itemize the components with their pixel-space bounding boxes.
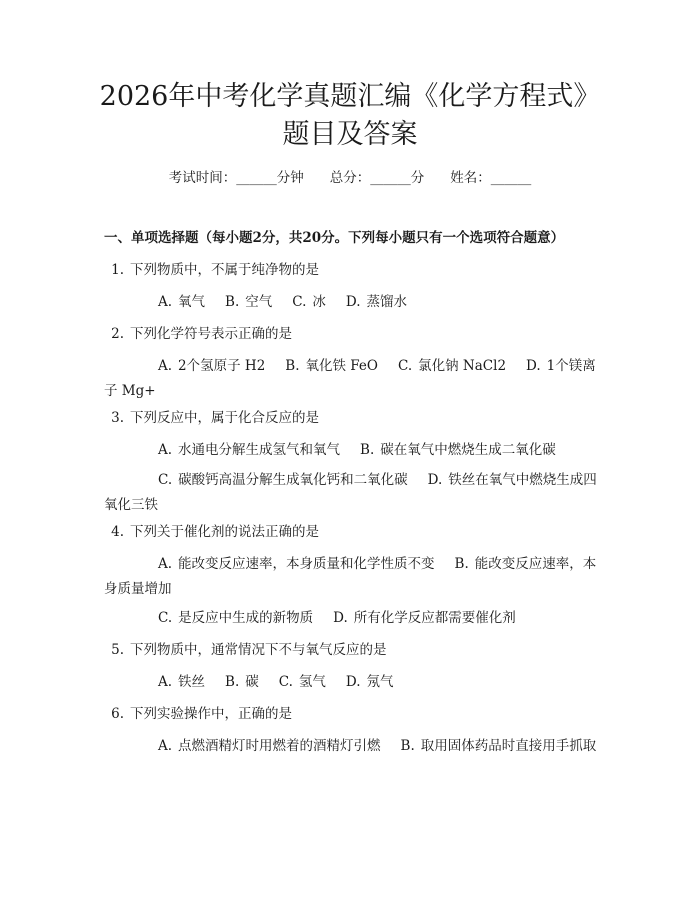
option: B. 氧化铁 FeO [285,358,378,374]
option: B. 空气 [225,294,273,310]
option: B. 取用固体药品时直接用手抓取 [400,738,597,754]
document-title: 2026年中考化学真题汇编《化学方程式》题目及答案 [99,81,601,150]
question-number: 5. [111,642,124,658]
question-text: 下列关于催化剂的说法正确的是 [130,524,319,540]
option-list [104,438,600,463]
question-text: 下列物质中，不属于纯净物的是 [130,262,319,278]
name-blank: ______ [490,170,532,186]
question-text: 下列物质中，通常情况下不与氧气反应的是 [130,642,387,658]
option: D. 蒸馏水 [345,294,408,310]
option: B. 碳在氧气中燃烧生成二氧化碳 [360,442,556,458]
option: D. 1个镁离子 Mg+ [104,358,596,399]
option: D. 氖气 [345,674,394,690]
question-number: 4. [111,524,124,540]
option: A. 点燃酒精灯时用燃着的酒精灯引燃 [158,738,381,754]
question-text: 下列反应中，属于化合反应的是 [130,410,319,426]
score-unit: 分 [410,170,425,186]
question-number: 6. [111,706,124,722]
score-label: 总分： [329,170,371,186]
option-list [104,552,600,602]
question-number: 3. [111,410,124,426]
question-text: 下列化学符号表示正确的是 [130,326,292,342]
option: B. 能改变反应速率，本身质量增加 [104,556,597,597]
option: C. 碳酸钙高温分解生成氧化钙和二氧化碳 [158,472,408,488]
option: A. 2个氢原子 H2 [158,358,266,374]
option: D. 所有化学反应都需要催化剂 [333,610,516,626]
name-label: 姓名： [450,170,491,186]
time-unit: 分钟 [276,170,304,186]
option: C. 是反应中生成的新物质 [158,610,314,626]
option-list [104,606,600,631]
option: C. 氢气 [278,674,326,690]
exam-info [0,168,700,188]
option-list [104,290,600,315]
option: A. 铁丝 [158,674,206,690]
question-text: 下列实验操作中，正确的是 [130,706,292,722]
option: D. 铁丝在氧气中燃烧生成四氧化三铁 [104,472,597,513]
option: C. 氯化钠 NaCl2 [398,358,507,374]
score-blank: ______ [370,170,411,186]
option: A. 能改变反应速率，本身质量和化学性质不变 [158,556,435,572]
time-label: 考试时间： [168,170,237,186]
option-list [104,670,600,695]
question-number: 2. [111,326,124,342]
option: A. 氧气 [158,294,206,310]
option: C. 冰 [292,294,326,310]
option-list [104,734,600,759]
option: A. 水通电分解生成氢气和氧气 [158,442,341,458]
option: B. 碳 [225,674,259,690]
option-list [104,354,600,404]
time-blank: ______ [236,170,277,186]
section-title: 一、单项选择题（每小题2分，共20分。下列每小题只有一个选项符合题意） [104,230,565,246]
option-list [104,468,600,518]
question-number: 1. [111,262,124,278]
